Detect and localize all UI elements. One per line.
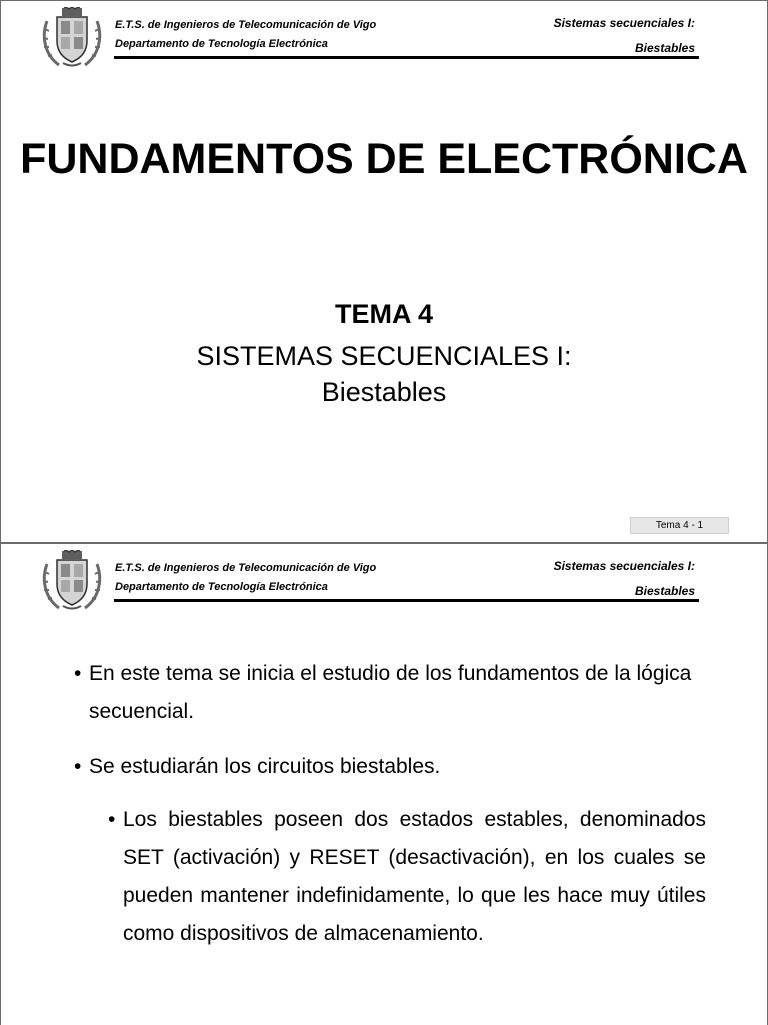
subject-title: Biestables (634, 41, 695, 55)
topic-title-line-2: Biestables (321, 377, 447, 407)
bullet-text: En este tema se inicia el estudio de los fundamentos de la lógica secuencial. (89, 662, 692, 723)
course-title: Sistemas secuenciales I: (553, 16, 695, 30)
main-title: FUNDAMENTOS DE ELECTRÓNICA (20, 135, 748, 183)
department-name: Departamento de Tecnología Electrónica (115, 38, 328, 50)
header-divider (114, 56, 699, 59)
subject-title: Biestables (634, 584, 695, 598)
page-number: Tema 4 - 1 (630, 517, 729, 534)
bullet-marker: • (108, 808, 116, 831)
sub-bullet-item (108, 801, 706, 953)
bullet-item (74, 748, 706, 786)
institution-name: E.T.S. de Ingenieros de Telecomunicación de Vigo (115, 19, 377, 31)
topic-title (1, 338, 767, 410)
bullet-item (74, 655, 706, 731)
institution-name: E.T.S. de Ingenieros de Telecomunicación de Vigo (115, 562, 377, 574)
bullet-marker: • (74, 755, 82, 778)
topic-title-line-1: SISTEMAS SECUENCIALES I: (196, 341, 572, 371)
bullet-marker: • (74, 662, 82, 685)
bullet-text: Se estudiarán los circuitos biestables. (89, 755, 441, 778)
bullet-list (74, 655, 706, 953)
department-name: Departamento de Tecnología Electrónica (115, 581, 328, 593)
topic-number: TEMA 4 (334, 299, 433, 329)
university-crest-icon (41, 7, 103, 69)
slide-2 (0, 543, 768, 1025)
course-title: Sistemas secuenciales I: (553, 559, 695, 573)
university-crest-icon (41, 550, 103, 612)
sub-bullet-text: Los biestables poseen dos estados estables, denominados SET (activación) y RESET (desactivación), en los cuales se pueden mantener indefinidamente, lo que les hace muy útiles como dispositivos de almacenamiento. (123, 808, 706, 945)
header-divider (114, 599, 699, 602)
